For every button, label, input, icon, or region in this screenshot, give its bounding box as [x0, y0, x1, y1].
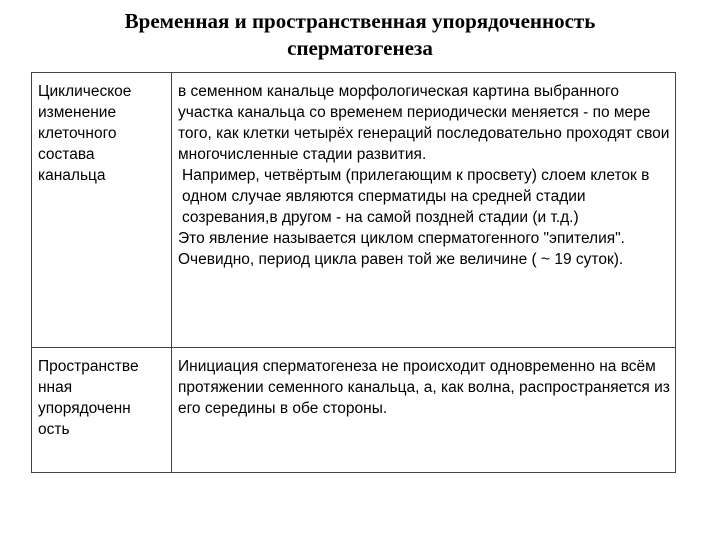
description-paragraph: в семенном канальце морфологическая картина выбранного участка канальца со временем периодически меняется - по мере того, как клетки четырёх генераций последовательно проходят свои многочисленные стадии развития.	[178, 83, 670, 163]
row-label-spatial	[32, 348, 172, 473]
title-line-2: сперматогенеза	[287, 36, 433, 60]
row-label-cyclic	[32, 73, 172, 348]
label-line: канальца	[38, 167, 106, 184]
row-description-spatial	[172, 348, 676, 473]
label-line: упорядоченн	[38, 400, 131, 417]
table-row-spatial	[32, 348, 676, 473]
label-line: состава	[38, 146, 95, 163]
label-line: Пространстве	[38, 358, 139, 375]
title-line-1: Временная и пространственная упорядоченность	[124, 9, 596, 33]
label-line: нная	[38, 379, 73, 396]
page-title	[60, 8, 660, 62]
label-line: изменение	[38, 104, 117, 121]
description-paragraph: Инициация сперматогенеза не происходит одновременно на всём протяжении семенного канальца, а, как волна, распространяется из его середины в обе стороны.	[178, 358, 670, 417]
label-line: клеточного	[38, 125, 117, 142]
content-table	[31, 72, 676, 473]
label-line: Циклическое	[38, 83, 132, 100]
description-paragraph: Например, четвёртым (прилегающим к просвету) слоем клеток в одном случае являются сперматиды на средней стадии созревания,в другом - на самой поздней стадии (и т.д.)	[182, 167, 650, 226]
description-paragraph: Это явление называется циклом сперматогенного "эпителия". Очевидно, период цикла равен той же величине ( ~ 19 суток).	[178, 230, 625, 268]
label-line: ость	[38, 421, 70, 438]
table-row-cyclic	[32, 73, 676, 348]
row-description-cyclic	[172, 73, 676, 348]
